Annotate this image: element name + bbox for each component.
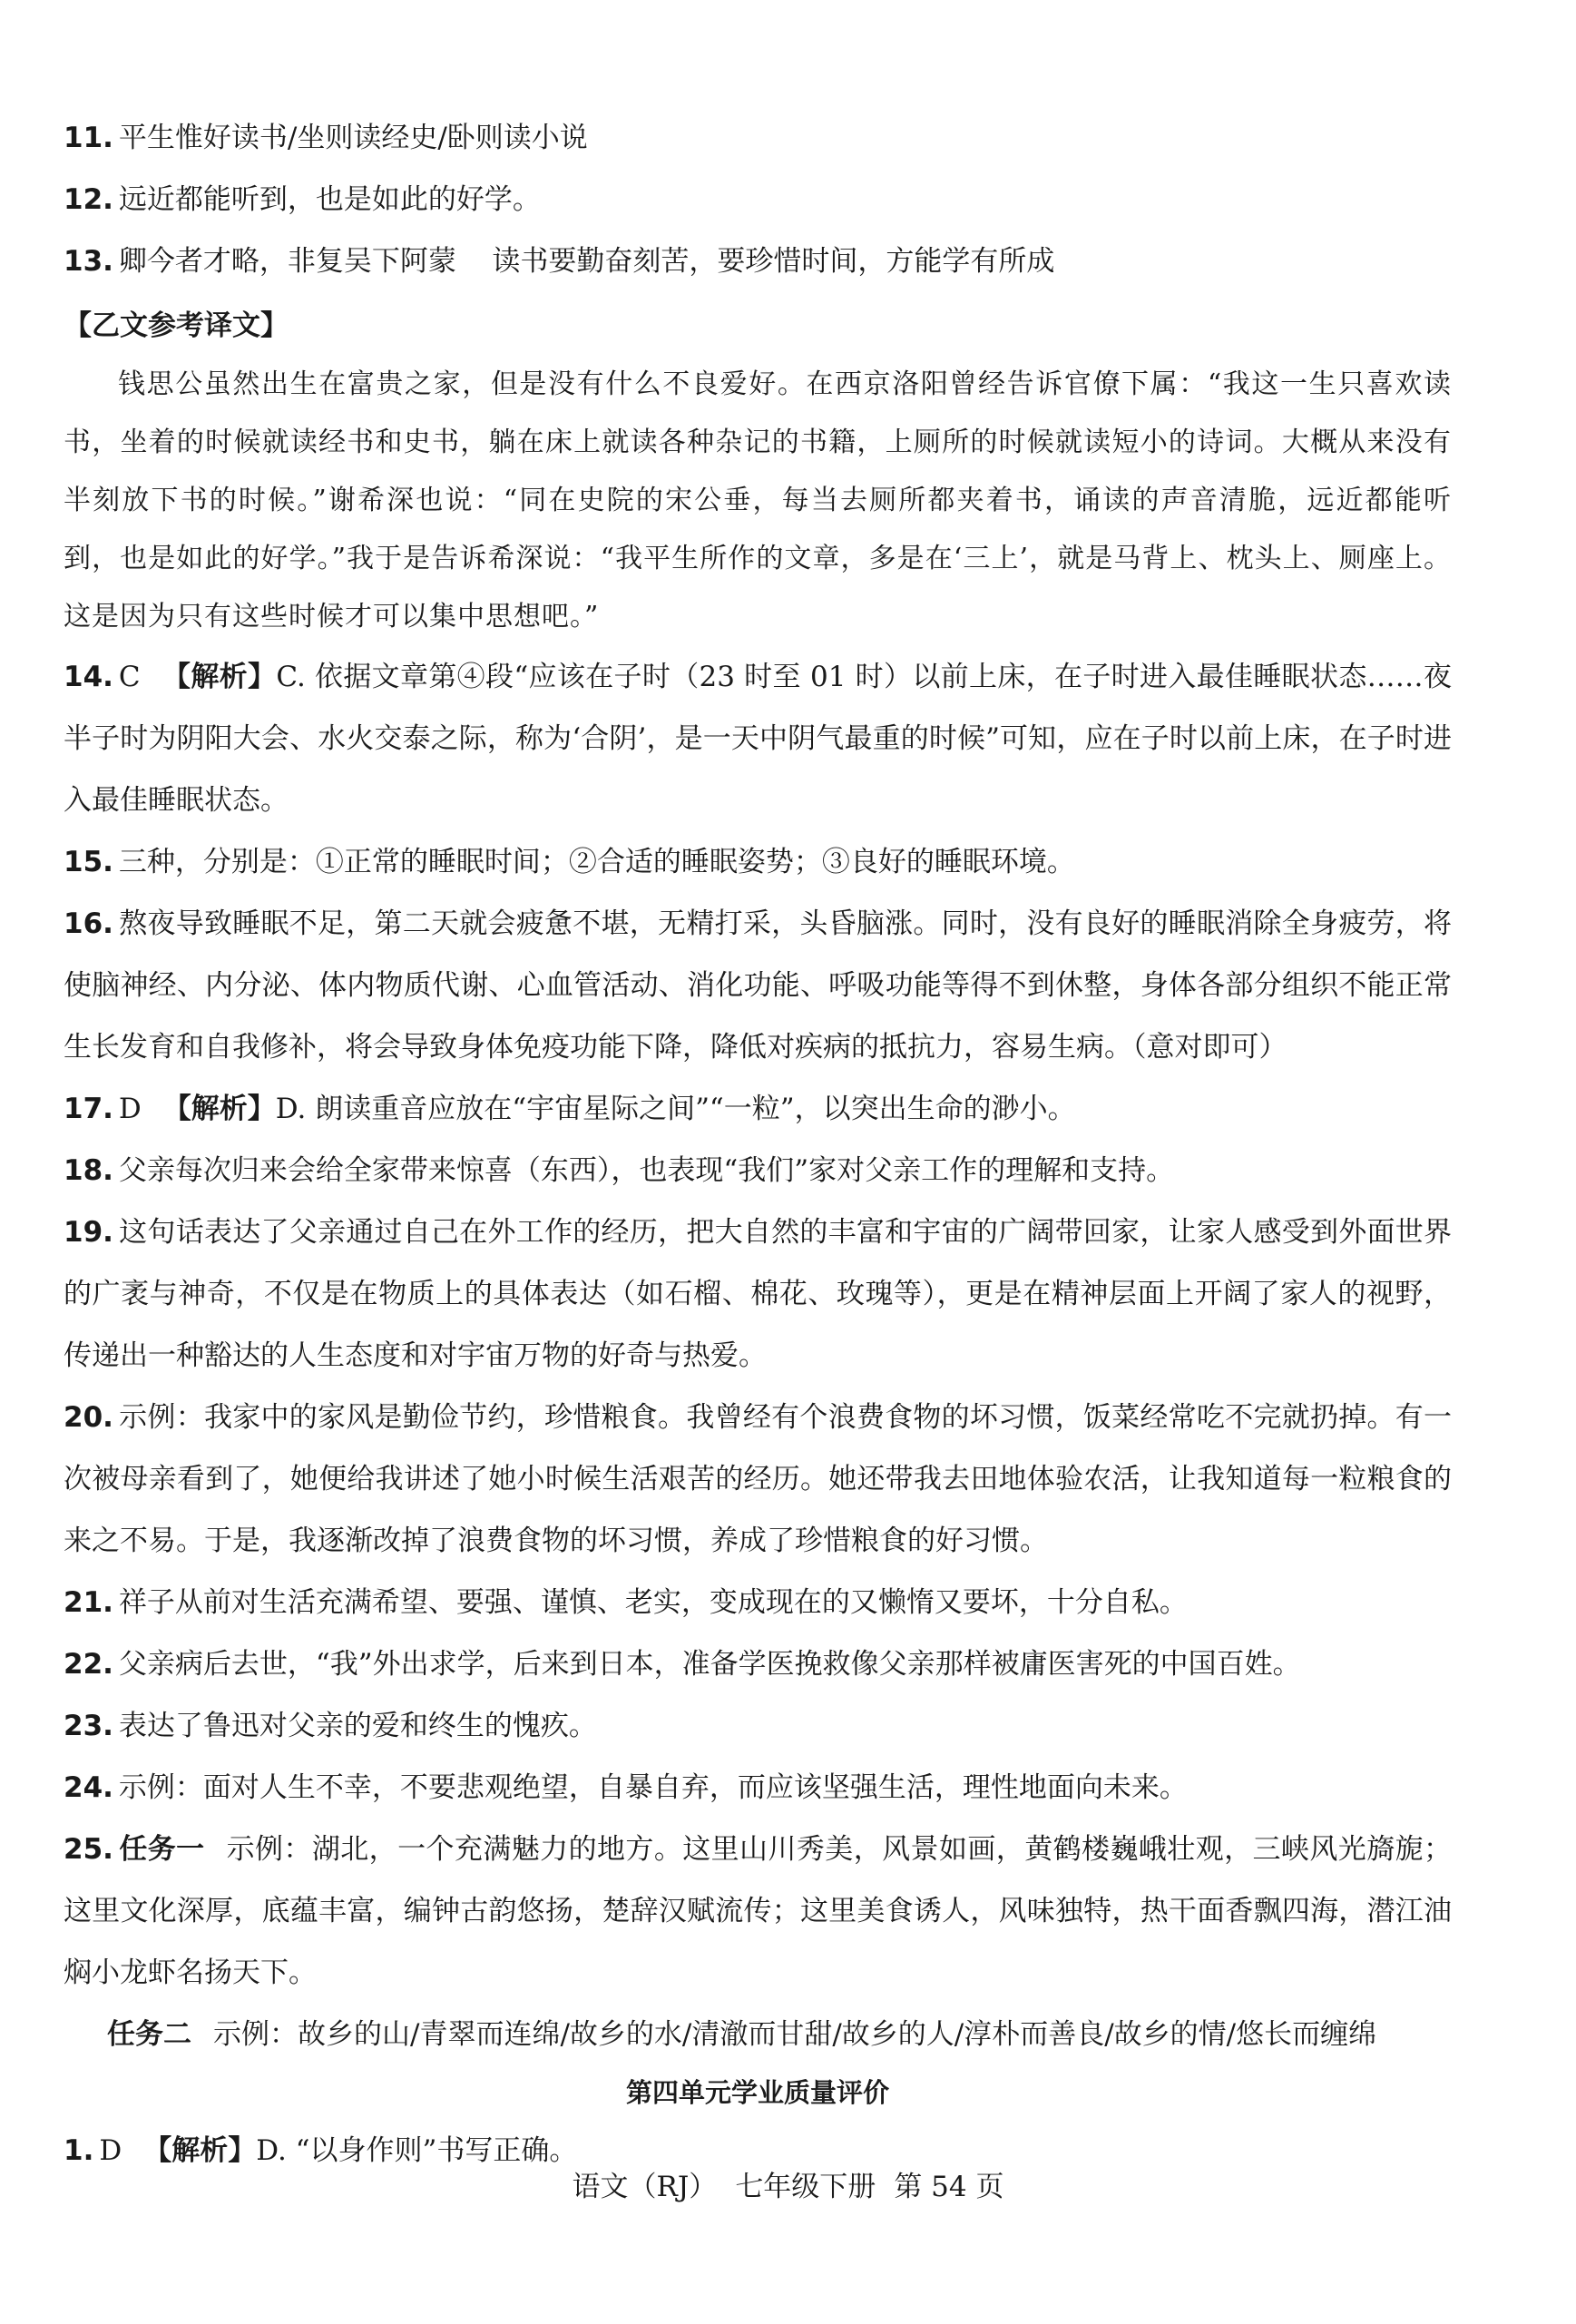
- item-number: 11.: [64, 122, 113, 154]
- answer-content: [64, 107, 1452, 2182]
- item-text: 祥子从前对生活充满希望、要强、谨慎、老实，变成现在的又懒惰又要坏，十分自私。: [118, 1586, 1188, 1619]
- item-choice: D: [99, 2134, 122, 2167]
- item-number: 16.: [64, 907, 113, 940]
- answer-item-21: [64, 1572, 1452, 1633]
- item-text: 三种，分别是：①正常的睡眠时间；②合适的睡眠姿势；③良好的睡眠环境。: [118, 846, 1075, 878]
- item-number: 25.: [64, 1833, 113, 1866]
- answer-item-17: [64, 1078, 1452, 1140]
- answer-item-24: [64, 1757, 1452, 1819]
- item-number: 22.: [64, 1648, 113, 1681]
- task-one-label: 任务一: [118, 1833, 205, 1866]
- answer-item-25-task2: [64, 2004, 1452, 2065]
- item-number: 14.: [64, 661, 113, 693]
- item-number: 13.: [64, 245, 113, 278]
- item-text: D. 朗读重音应放在“宇宙星际之间”“一粒”，以突出生命的渺小。: [275, 1093, 1076, 1125]
- answer-item-11: [64, 107, 1452, 169]
- footer-subject: 语文（RJ）: [572, 2171, 718, 2203]
- answer-item-22: [64, 1633, 1452, 1695]
- item-text: 表达了鲁迅对父亲的爱和终生的愧疚。: [118, 1710, 597, 1742]
- item-line: [64, 893, 1452, 1078]
- item-text: 这句话表达了父亲通过自己在外工作的经历，把大自然的丰富和宇宙的广阔带回家，让家人感受到外面世界的广袤与神奇，不仅是在物质上的具体表达（如石榴、棉花、玫瑰等），更是在精神层面上开阔了家人的视野，传递出一种豁达的人生态度和对宇宙万物的好奇与热爱。: [64, 1216, 1452, 1372]
- footer-page-number: 第 54 页: [894, 2171, 1004, 2203]
- analysis-label: 【解析】: [162, 661, 277, 693]
- task-two-text: 示例：故乡的山/青翠而连绵/故乡的水/清澈而甘甜/故乡的人/淳朴而善良/故乡的情/悠长而缠绵: [213, 2018, 1377, 2051]
- item-line: [64, 646, 1452, 831]
- item-line: [64, 1387, 1452, 1572]
- item-text: 熬夜导致睡眠不足，第二天就会疲惫不堪，无精打采，头昏脑涨。同时，没有良好的睡眠消除全身疲劳，将使脑神经、内分泌、体内物质代谢、心血管活动、消化功能、呼吸功能等得不到休整，身体各部分组织不能正常生长发育和自我修补，将会导致身体免疫功能下降，降低对疾病的抵抗力，容易生病。（意对即可）: [64, 907, 1452, 1064]
- item-choice: D: [118, 1093, 142, 1125]
- item-number: 1.: [64, 2134, 94, 2167]
- item-text: D. “以身作则”书写正确。: [256, 2134, 578, 2167]
- answer-item-16: [64, 893, 1452, 1078]
- item-text: 示例：我家中的家风是勤俭节约，珍惜粮食。我曾经有个浪费食物的坏习惯，饭菜经常吃不完就扔掉。有一次被母亲看到了，她便给我讲述了她小时候生活艰苦的经历。她还带我去田地体验农活，让我知道每一粒粮食的来之不易。于是，我逐渐改掉了浪费食物的坏习惯，养成了珍惜粮食的好习惯。: [64, 1401, 1452, 1557]
- analysis-label: 【解析】: [143, 2134, 257, 2167]
- translation-body: 钱思公虽然出生在富贵之家，但是没有什么不良爱好。在西京洛阳曾经告诉官僚下属：“我这一生只喜欢读书，坐着的时候就读经书和史书，躺在床上就读各种杂记的书籍，上厕所的时候就读短小的诗词。大概从来没有半刻放下书的时候。”谢希深也说：“同在史院的宋公垂，每当去厕所都夹着书，诵读的声音清脆，远近都能听到，也是如此的好学。”我于是告诉希深说：“我平生所作的文章，多是在‘三上’，就是马背上、枕头上、厕座上。这是因为只有这些时候才可以集中思想吧。”: [64, 368, 1452, 632]
- item-choice: C: [118, 661, 141, 693]
- item-text: 父亲病后去世，“我”外出求学，后来到日本，准备学医挽救像父亲那样被庸医害死的中国百姓。: [118, 1648, 1301, 1681]
- item-text: C. 依据文章第④段“应该在子时（23 时至 01 时）以前上床，在子时进入最佳睡眠状态……夜半子时为阴阳大会、水火交泰之际，称为‘合阴’，是一天中阴气最重的时候”可知，应在子时以前上床，在子时进入最佳睡眠状态。: [64, 661, 1453, 817]
- answer-item-15: [64, 831, 1452, 893]
- page-footer: [0, 2163, 1576, 2204]
- answer-item-25-task1: [64, 1819, 1452, 2004]
- item-number: 18.: [64, 1154, 113, 1187]
- item-text: 示例：面对人生不幸，不要悲观绝望，自暴自弃，而应该坚强生活，理性地面向未来。: [118, 1771, 1188, 1804]
- item-number: 24.: [64, 1771, 113, 1804]
- answer-item-20: [64, 1387, 1452, 1572]
- item-number: 23.: [64, 1710, 113, 1742]
- answer-item-14: [64, 646, 1452, 831]
- task-one-text: 示例：湖北，一个充满魅力的地方。这里山川秀美，风景如画，黄鹤楼巍峨壮观，三峡风光旖旎；这里文化深厚，底蕴丰富，编钟古韵悠扬，楚辞汉赋流传；这里美食诱人，风味独特，热干面香飘四海，潜江油焖小龙虾名扬天下。: [64, 1833, 1453, 1989]
- answer-item-13: [64, 230, 1452, 292]
- answer-item-12: [64, 169, 1452, 230]
- item-number: 17.: [64, 1093, 113, 1125]
- item-text: 卿今者才略，非复吴下阿蒙 读书要勤奋刻苦，要珍惜时间，方能学有所成: [118, 245, 1055, 278]
- answer-item-18: [64, 1140, 1452, 1201]
- item-number: 15.: [64, 846, 113, 878]
- unit-section-title: 第四单元学业质量评价: [625, 2077, 889, 2108]
- answer-item-19: [64, 1201, 1452, 1387]
- item-text: 平生惟好读书/坐则读经史/卧则读小说: [118, 122, 588, 154]
- item-number: 19.: [64, 1216, 113, 1249]
- footer-grade: 七年级下册: [735, 2171, 876, 2203]
- item-number: 21.: [64, 1586, 113, 1619]
- item-line: [64, 1201, 1452, 1387]
- item-number: 12.: [64, 183, 113, 216]
- item-number: 20.: [64, 1401, 113, 1434]
- translation-title: 【乙文参考译文】: [64, 309, 289, 342]
- task-two-label: 任务二: [107, 2018, 191, 2051]
- analysis-label: 【解析】: [162, 1093, 276, 1125]
- item-line: [107, 2004, 1452, 2065]
- item-line: [64, 1078, 1452, 1140]
- item-text: 远近都能听到，也是如此的好学。: [118, 183, 541, 216]
- item-line: [64, 1819, 1452, 2004]
- answer-item-23: [64, 1695, 1452, 1757]
- item-text: 父亲每次归来会给全家带来惊喜（东西），也表现“我们”家对父亲工作的理解和支持。: [118, 1154, 1175, 1187]
